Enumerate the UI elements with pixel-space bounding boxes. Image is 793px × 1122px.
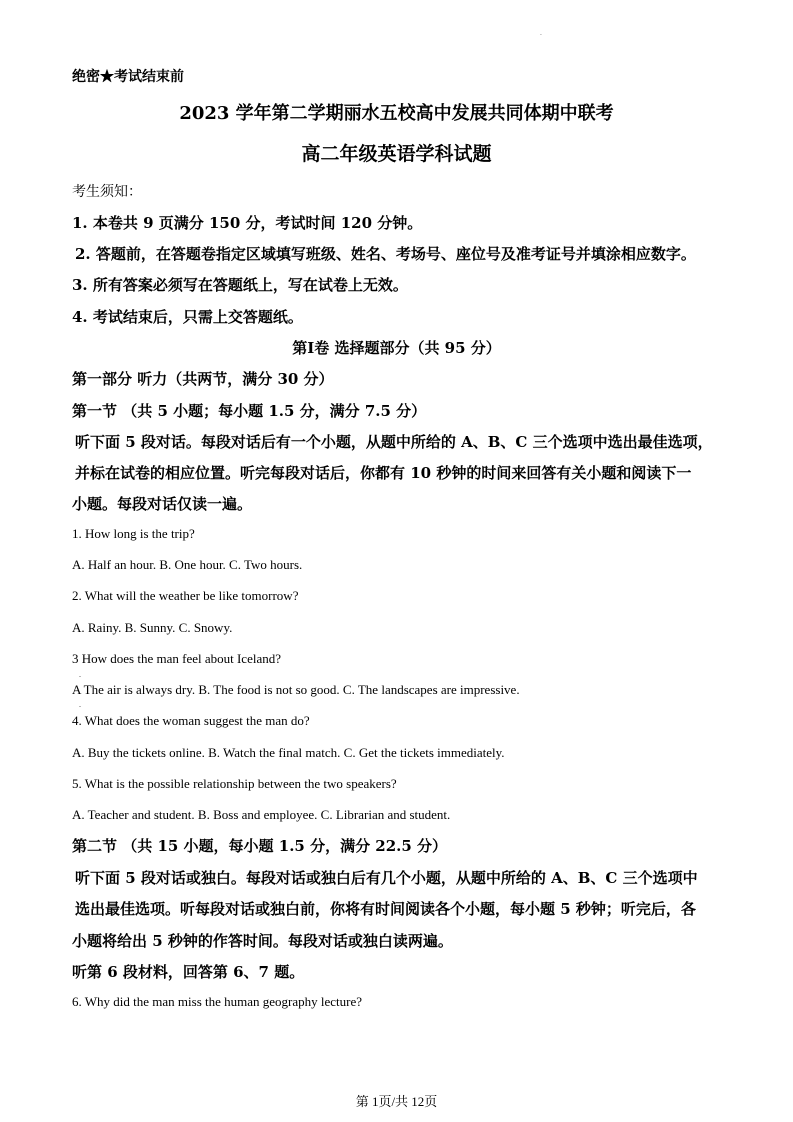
question-text: 4. What does the woman suggest the man do? [72, 713, 310, 728]
instruction-line: 选出最佳选项。听每段对话或独白前，你将有时间阅读各个小题，每小题 5 秒钟；听完后，各 [75, 900, 696, 918]
confidential-label: 绝密★考试结束前 [72, 69, 184, 85]
instruction-line: 听下面 5 段对话。每段对话后有一个小题，从题中所给的 A、B、C 三个选项中选出最佳选项， [75, 433, 713, 451]
section-heading: 第一节 （共 5 小题；每小题 1.5 分，满分 7.5 分） [72, 402, 427, 420]
stray-dot: . [79, 670, 81, 679]
instruction-line: 听下面 5 段对话或独白。每段对话或独白后有几个小题，从题中所给的 A、B、C 三个选项中 [75, 869, 698, 887]
question-text: 3 How does the man feel about Iceland? [72, 651, 282, 666]
page-number: 第 1页/共 12页 [355, 1094, 438, 1109]
stray-dot: . [79, 700, 81, 709]
volume-heading: 第Ⅰ卷 选择题部分（共 95 分） [292, 339, 501, 357]
notice-item: 2. 答题前，在答题卷指定区域填写班级、姓名、考场号、座位号及准考证号并填涂相应数字。 [75, 245, 696, 263]
answer-options: A. Teacher and student. B. Boss and employee. C. Librarian and student. [72, 807, 451, 822]
answer-options: A. Rainy. B. Sunny. C. Snowy. [72, 620, 233, 635]
instruction-line: 小题。每段对话仅读一遍。 [72, 495, 253, 513]
notice-heading: 考生须知： [72, 184, 142, 200]
answer-options: A. Half an hour. B. One hour. C. Two hours. [72, 557, 303, 572]
exam-title: 2023 学年第二学期丽水五校高中发展共同体期中联考 [179, 103, 614, 124]
instruction-line: 并标在试卷的相应位置。听完每段对话后，你都有 10 秒钟的时间来回答有关小题和阅读下一 [75, 464, 692, 482]
exam-subtitle: 高二年级英语学科试题 [301, 143, 492, 165]
answer-options: A The air is always dry. B. The food is not so good. C. The landscapes are impressive. [72, 682, 520, 697]
section-heading: 第二节 （共 15 小题，每小题 1.5 分，满分 22.5 分） [72, 837, 448, 855]
question-text: 2. What will the weather be like tomorrow? [72, 588, 299, 603]
instruction-line: 小题将给出 5 秒钟的作答时间。每段对话或独白读两遍。 [72, 932, 453, 950]
notice-item: 3. 所有答案必须写在答题纸上，写在试卷上无效。 [72, 276, 408, 294]
notice-item: 4. 考试结束后，只需上交答题纸。 [72, 308, 303, 326]
material-heading: 听第 6 段材料，回答第 6、7 题。 [72, 963, 305, 981]
question-text: 1. How long is the trip? [72, 526, 195, 541]
stray-dot: . [540, 30, 542, 37]
question-text: 6. Why did the man miss the human geography lecture? [72, 994, 363, 1009]
notice-item: 1. 本卷共 9 页满分 150 分，考试时间 120 分钟。 [72, 214, 423, 232]
answer-options: A. Buy the tickets online. B. Watch the final match. C. Get the tickets immediately. [72, 745, 505, 760]
part-heading: 第一部分 听力（共两节，满分 30 分） [72, 370, 334, 388]
question-text: 5. What is the possible relationship between the two speakers? [72, 776, 397, 791]
